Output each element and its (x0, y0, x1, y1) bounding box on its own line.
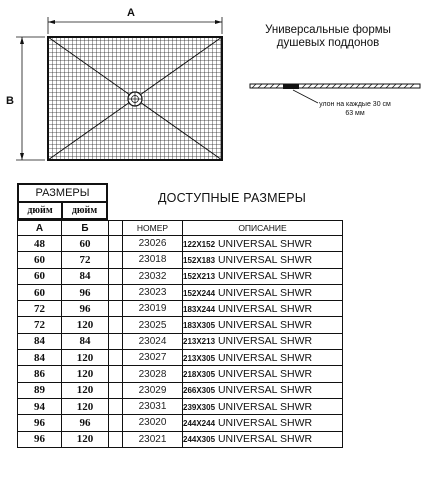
table-row (18, 398, 343, 414)
description-name: UNIVERSAL SHWR (217, 270, 313, 283)
description-dimensions: 152X183 (183, 255, 216, 265)
cell-gap (109, 268, 123, 284)
description-dimensions: 213X305 (183, 353, 216, 363)
description-name: UNIVERSAL SHWR (217, 237, 313, 250)
cell-description (183, 366, 343, 382)
table-row (18, 236, 343, 252)
table-row (18, 333, 343, 349)
description-dimensions: 244X305 (183, 435, 216, 445)
table-row (18, 366, 343, 382)
cell-size-b: 60 (62, 236, 109, 252)
cell-gap (109, 317, 123, 333)
cell-gap (109, 382, 123, 398)
description-dimensions: 213X213 (183, 337, 216, 347)
table-row (18, 350, 343, 366)
cell-number: 23025 (123, 317, 183, 333)
cell-size-a: 60 (18, 284, 62, 300)
cell-size-a: 72 (18, 317, 62, 333)
description-name: UNIVERSAL SHWR (217, 351, 313, 364)
cell-number: 23020 (123, 415, 183, 431)
cell-description (183, 415, 343, 431)
table-row (18, 284, 343, 300)
cell-description (183, 268, 343, 284)
cell-number: 23031 (123, 398, 183, 414)
table-row (18, 431, 343, 447)
slope-note (300, 100, 410, 118)
cell-description (183, 301, 343, 317)
cell-gap (109, 366, 123, 382)
description-dimensions: 183X244 (183, 304, 216, 314)
cell-description (183, 252, 343, 268)
description-dimensions: 183X305 (183, 321, 216, 331)
cell-size-b: 120 (62, 350, 109, 366)
cell-size-a: 86 (18, 366, 62, 382)
description-name: UNIVERSAL SHWR (217, 400, 313, 413)
cell-number: 23024 (123, 333, 183, 349)
cell-size-b: 84 (62, 268, 109, 284)
cell-number: 23029 (123, 382, 183, 398)
cell-gap (109, 252, 123, 268)
cell-size-b: 96 (62, 301, 109, 317)
table-row (18, 382, 343, 398)
cell-description (183, 382, 343, 398)
description-name: UNIVERSAL SHWR (217, 302, 313, 315)
tray-section-profile (0, 0, 432, 180)
cell-size-b: 84 (62, 333, 109, 349)
description-dimensions: 152X244 (183, 288, 216, 298)
cell-gap (109, 236, 123, 252)
cell-size-b: 96 (62, 284, 109, 300)
table-header-row (18, 221, 343, 236)
cell-size-a: 84 (18, 333, 62, 349)
unit-b-label: дюйм (61, 203, 108, 220)
description-name: UNIVERSAL SHWR (217, 433, 313, 446)
slope-note-line-2: 63 мм (345, 110, 365, 117)
column-header-b: Б (62, 221, 109, 236)
cell-size-b: 72 (62, 252, 109, 268)
cell-description (183, 431, 343, 447)
dimension-b-label: B (6, 95, 14, 107)
description-name: UNIVERSAL SHWR (217, 253, 313, 266)
cell-gap (109, 415, 123, 431)
cell-description (183, 284, 343, 300)
description-dimensions: 152X213 (183, 272, 216, 282)
drawing-title-line-1: Универсальные формы (265, 24, 391, 36)
cell-gap (109, 398, 123, 414)
sizes-group-header: РАЗМЕРЫ (17, 183, 108, 203)
column-header-a: А (18, 221, 62, 236)
cell-size-b: 120 (62, 366, 109, 382)
description-dimensions: 218X305 (183, 370, 216, 380)
table-row (18, 301, 343, 317)
cell-size-a: 96 (18, 415, 62, 431)
cell-size-b: 96 (62, 415, 109, 431)
cell-description (183, 350, 343, 366)
cell-description (183, 398, 343, 414)
cell-number: 23019 (123, 301, 183, 317)
cell-number: 23032 (123, 268, 183, 284)
cell-description (183, 317, 343, 333)
cell-gap (109, 284, 123, 300)
cell-size-b: 120 (62, 398, 109, 414)
table-row (18, 317, 343, 333)
description-name: UNIVERSAL SHWR (217, 286, 313, 299)
cell-size-a: 96 (18, 431, 62, 447)
dimension-a-label: A (127, 7, 135, 19)
cell-number: 23023 (123, 284, 183, 300)
unit-a-label: дюйм (17, 203, 63, 220)
description-name: UNIVERSAL SHWR (217, 384, 313, 397)
cell-size-a: 60 (18, 252, 62, 268)
table-row (18, 252, 343, 268)
cell-description (183, 236, 343, 252)
column-header-description: ОПИСАНИЕ (183, 221, 343, 236)
cell-size-a: 72 (18, 301, 62, 317)
cell-gap (109, 350, 123, 366)
cell-number: 23028 (123, 366, 183, 382)
cell-size-a: 60 (18, 268, 62, 284)
cell-size-a: 48 (18, 236, 62, 252)
table-row (18, 415, 343, 431)
description-name: UNIVERSAL SHWR (217, 319, 313, 332)
slope-note-line-1: улон на каждые 30 см (319, 101, 391, 108)
cell-size-b: 120 (62, 431, 109, 447)
description-name: UNIVERSAL SHWR (217, 368, 313, 381)
description-dimensions: 239X305 (183, 402, 216, 412)
cell-size-b: 120 (62, 382, 109, 398)
column-header-number: НОМЕР (123, 221, 183, 236)
sizes-table (17, 220, 343, 448)
column-gap (109, 221, 123, 236)
cell-number: 23018 (123, 252, 183, 268)
description-dimensions: 266X305 (183, 386, 216, 396)
cell-size-a: 89 (18, 382, 62, 398)
cell-number: 23021 (123, 431, 183, 447)
cell-gap (109, 333, 123, 349)
description-dimensions: 122X152 (183, 239, 216, 249)
cell-size-b: 120 (62, 317, 109, 333)
cell-gap (109, 431, 123, 447)
cell-number: 23026 (123, 236, 183, 252)
table-row (18, 268, 343, 284)
description-dimensions: 244X244 (183, 418, 216, 428)
available-sizes-title: ДОСТУПНЫЕ РАЗМЕРЫ (158, 191, 307, 205)
cell-description (183, 333, 343, 349)
cell-number: 23027 (123, 350, 183, 366)
description-name: UNIVERSAL SHWR (217, 416, 313, 429)
cell-size-a: 84 (18, 350, 62, 366)
cell-size-a: 94 (18, 398, 62, 414)
drawing-title-line-2: душевых поддонов (276, 37, 380, 49)
description-name: UNIVERSAL SHWR (217, 335, 313, 348)
cell-gap (109, 301, 123, 317)
